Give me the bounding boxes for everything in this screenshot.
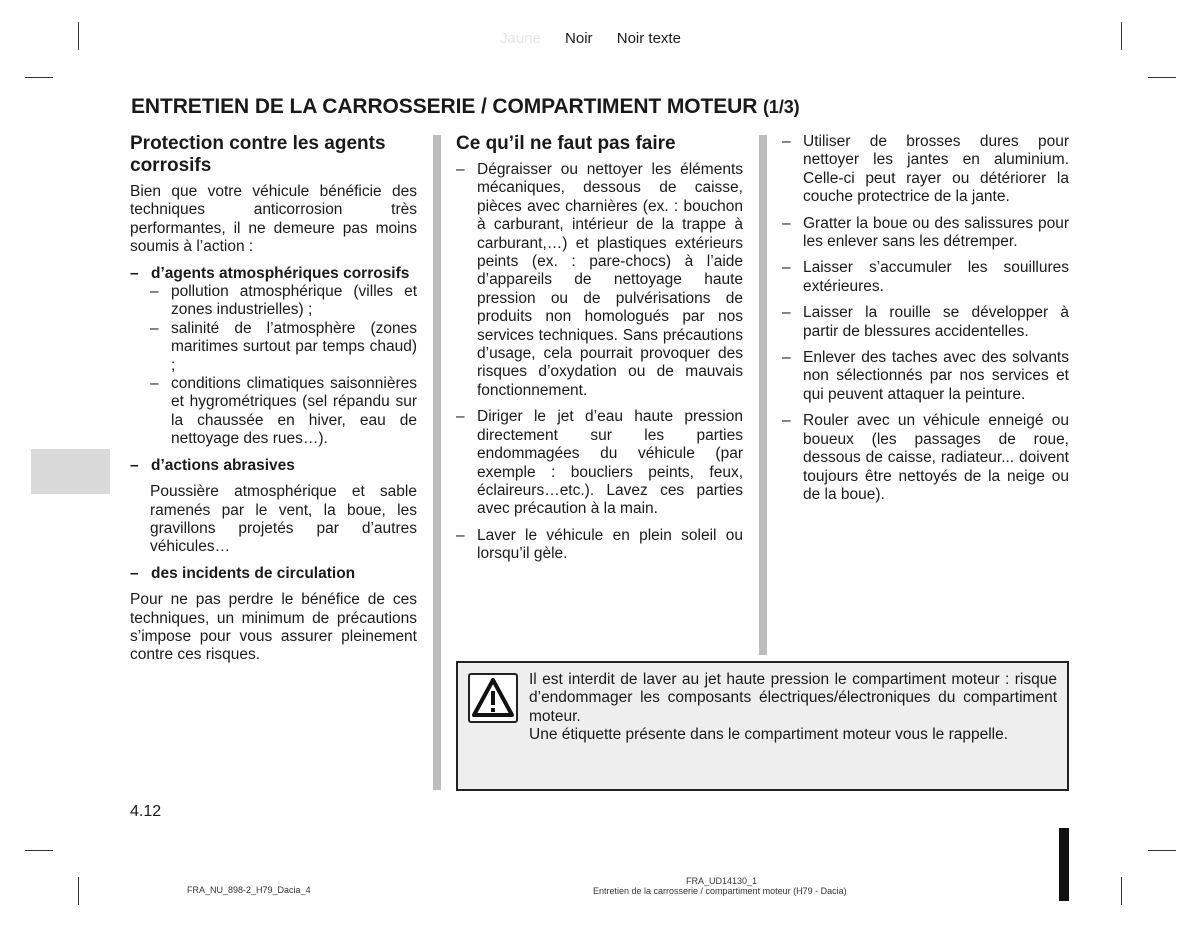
sub-item: – salinité de l’atmosphère (zones maritimes surtout par temps chaud) ;: [150, 320, 417, 375]
crop-mark: [1121, 877, 1122, 905]
footer-code: FRA_UD14130_1: [686, 876, 758, 886]
section-heading-do-not: Ce qu’il ne faut pas faire: [456, 133, 676, 154]
crop-mark: [1121, 22, 1122, 50]
sub-item: – pollution atmosphérique (villes et zones industrielles) ;: [150, 283, 417, 320]
warning-text: [529, 671, 1057, 745]
corrosion-outro: Pour ne pas perdre le bénéfice de ces techniques, un minimum de précautions s’impose pour vous assurer pleinement contre ces risques.: [130, 591, 417, 664]
warning-line-1: Il est interdit de laver au jet haute pression le compartiment moteur : risque d’endommager les composants électriques/électroniques du compartiment moteur.: [529, 671, 1057, 725]
column-corrosion-protection: [130, 133, 417, 665]
do-not-item: – Laver le véhicule en plein soleil ou lorsqu’il gèle.: [456, 527, 743, 564]
sub-item: – conditions climatiques saisonnières et hygrométriques (sel répandu sur la chaussée en hiver, eau de nettoyage des rues…).: [150, 375, 417, 449]
column-separator: [433, 135, 441, 790]
corrosion-item-abrasive-label: d’actions abrasives: [151, 456, 295, 474]
do-not-item: – Rouler avec un véhicule enneigé ou boueux (les passages de roue, dessous de caisse, radiateur... doivent toujours être nettoyés de la neige ou de la boue).: [782, 412, 1069, 504]
column-separator: [759, 135, 767, 655]
footer-left: FRA_NU_898-2_H79_Dacia_4: [187, 885, 311, 895]
footer-caption: Entretien de la carrosserie / compartiment moteur (H79 - Dacia): [593, 886, 847, 896]
section-heading-corrosion: Protection contre les agents corrosifs: [130, 133, 386, 176]
crop-mark: [25, 850, 53, 851]
abrasive-description: Poussière atmosphérique et sable ramenés par le vent, la boue, les gravillons projetés par d’autres véhicules…: [150, 483, 417, 556]
column-do-not: [456, 133, 743, 572]
warning-triangle-icon: [468, 673, 518, 723]
warning-box: [456, 661, 1069, 791]
do-not-item: – Utiliser de brosses dures pour nettoyer les jantes en aluminium. Celle-ci peut rayer ou détériorer la couche protectrice de la jante.: [782, 133, 1069, 207]
corrosion-intro: Bien que votre véhicule bénéficie des techniques anticorrosion très performantes, il ne demeure pas moins soumis à l’action :: [130, 183, 417, 256]
corrosion-item-atmospheric: [130, 265, 417, 283]
crop-mark: [25, 77, 53, 78]
corrosion-item-atmospheric-label: d’agents atmosphériques corrosifs: [151, 264, 410, 282]
do-not-item: – Enlever des taches avec des solvants non sélectionnés par nos services et qui peuvent attaquer la peinture.: [782, 349, 1069, 404]
crop-mark: [1148, 850, 1176, 851]
do-not-item: – Diriger le jet d’eau haute pression directement sur les parties endommagées du véhicule (par exemple : boucliers peints, feux, éclaireurs…etc.). Lavez ces parties avec précaution à la main.: [456, 408, 743, 518]
page-title-main: ENTRETIEN DE LA CARROSSERIE / COMPARTIMENT MOTEUR: [131, 95, 758, 118]
crop-mark: [78, 22, 79, 50]
page-edge-bar: [1059, 828, 1069, 901]
crop-mark: [1148, 77, 1176, 78]
color-label-noir: Noir: [565, 30, 593, 47]
do-not-item: – Laisser la rouille se développer à partir de blessures accidentelles.: [782, 304, 1069, 341]
corrosion-item-abrasive: [130, 457, 417, 475]
corrosion-item-incidents: [130, 565, 417, 583]
corrosion-item-incidents-label: des incidents de circulation: [151, 564, 356, 582]
warning-line-2: Une étiquette présente dans le compartiment moteur vous le rappelle.: [529, 726, 1009, 744]
color-separation-labels: [500, 30, 701, 47]
color-label-jaune: Jaune: [500, 30, 541, 47]
page-number: 4.12: [130, 803, 162, 820]
do-not-item: – Gratter la boue ou des salissures pour les enlever sans les détremper.: [782, 215, 1069, 252]
do-not-item: – Laisser s’accumuler les souillures extérieures.: [782, 259, 1069, 296]
color-label-noir-texte: Noir texte: [616, 30, 681, 47]
do-not-item: – Dégraisser ou nettoyer les éléments mécaniques, dessous de caisse, pièces avec charnières (ex. : bouchon à carburant, intérieur de la trappe à carburant,…) et plastiques extérieurs peints (ex. : pare-chocs) à l’aide d’appareils de nettoyage haute pression ou de pulvérisations de produits non homologués par nos services techniques. Sans précautions d’usage, cela pourrait provoquer des risques d’oxydation ou de mauvais fonctionnement.: [456, 161, 743, 400]
column-do-not-continued: [782, 133, 1069, 512]
page-title-part: (1/3): [763, 97, 800, 117]
crop-mark: [78, 877, 79, 905]
page-title: [131, 95, 800, 119]
chapter-tab: [31, 449, 110, 494]
